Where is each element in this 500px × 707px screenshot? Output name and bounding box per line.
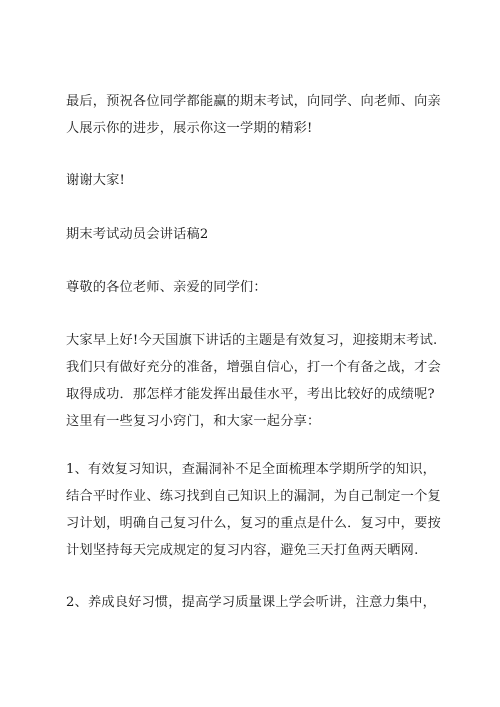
salutation-paragraph (66, 274, 438, 301)
text-line: 最后，预祝各位同学都能赢的期末考试，向同学、向老师、向亲 (66, 94, 441, 109)
tip-2-paragraph (66, 589, 438, 616)
text-line: 结合平时作业、练习找到自己知识上的漏洞，为自己制定一个复 (66, 489, 441, 504)
text-line: 期末考试动员会讲话稿2 (66, 227, 209, 242)
thanks-paragraph (66, 167, 438, 194)
text-line: 人展示你的进步，展示你这一学期的精彩! (66, 121, 313, 136)
section-title (66, 221, 438, 248)
tip-1-paragraph (66, 456, 441, 564)
text-line: 大家早上好!今天国旗下讲话的主题是有效复习，迎接期末考试. (66, 333, 438, 348)
text-line: 取得成功．那怎样才能发挥出最佳水平，考出比较好的成绩呢? (66, 387, 435, 402)
text-line: 计划坚持每天完成规定的复习内容，避免三天打鱼两天晒网. (66, 543, 419, 558)
text-line: 谢谢大家! (66, 173, 126, 188)
text-line: 1、有效复习知识，查漏洞补不足全面梳理本学期所学的知识， (66, 462, 437, 477)
intro-paragraph (66, 327, 441, 435)
text-line: 尊敬的各位老师、亲爱的同学们： (66, 280, 267, 295)
text-line: 习计划，明确自己复习什么，复习的重点是什么．复习中，要按 (66, 516, 441, 531)
closing-paragraph (66, 88, 441, 142)
text-line: 我们只有做好充分的准备，增强自信心，打一个有备之战，才会 (66, 360, 441, 375)
text-line: 2、养成良好习惯，提高学习质量课上学会听讲，注意力集中， (66, 595, 437, 610)
text-line: 这里有一些复习小窍门，和大家一起分享： (66, 414, 321, 429)
